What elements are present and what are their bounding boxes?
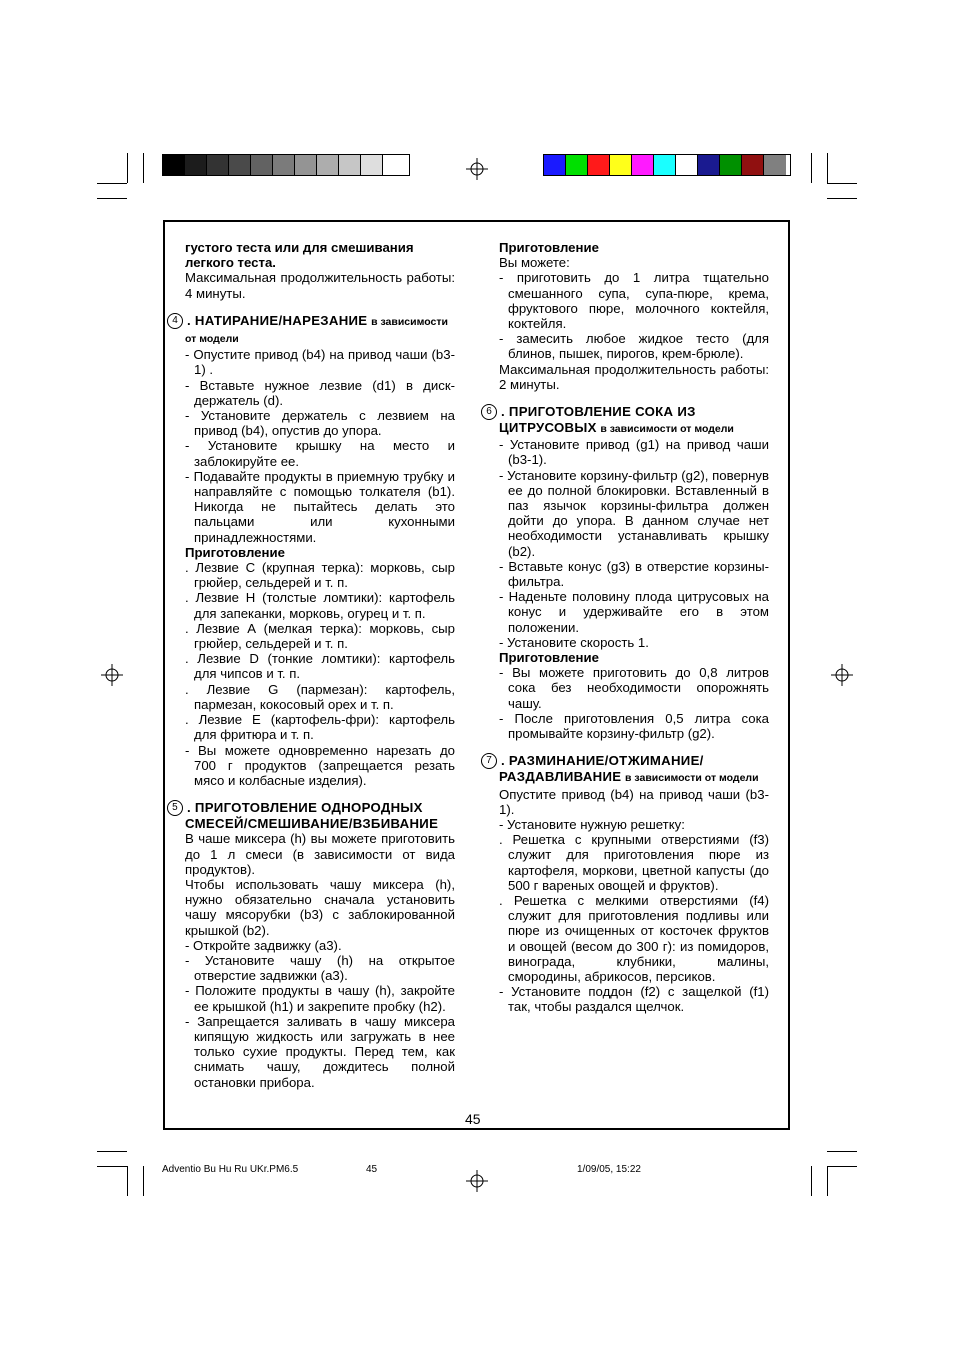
list-item: - Установите поддон (f2) с защелкой (f1) так, чтобы раздался щелчок. [499, 984, 769, 1015]
list-item: - Откройте задвижку (a3). [185, 937, 342, 953]
color-swatch [163, 155, 185, 175]
crop-mark [143, 1166, 144, 1196]
list-item: . Лезвие Н (толстые ломтики): картофель для запеканки, морковь, огурец и т. п. [185, 590, 455, 621]
intro-text: Максимальная продолжительность работы: 4 минуты. [185, 270, 455, 301]
footer-date: 1/09/05, 15:22 [577, 1164, 641, 1175]
list-item: - Положите продукты в чашу (h), закройте ее крышкой (h1) и закрепите пробку (h2). [185, 983, 455, 1014]
list-item: - Установите крышку на место и заблокируйте ее. [185, 438, 455, 469]
color-calibration-bar [543, 154, 791, 176]
list-item: - Запрещается заливать в чашу миксера кипящую жидкость или загружать в нее только сухие продукты. Перед тем, как снимать чашу, дождитесь полной остановки прибора. [185, 1013, 455, 1090]
crop-mark [827, 198, 857, 199]
color-swatch [654, 155, 676, 175]
color-swatch [185, 155, 207, 175]
list-item: - После приготовления 0,5 литра сока промывайте корзину-фильтр (g2). [499, 710, 769, 742]
list-item: - Установите держатель с лезвием на привод (b4), опустив до упора. [185, 408, 455, 439]
crop-mark [127, 1166, 128, 1196]
section-6-prep-list [499, 665, 769, 741]
list-item: - Установите корзину-фильтр (g2), повернув ее до полной блокировки. Вставленный в паз язычок корзины-фильтра должен дойти до упора. В данном случае нет необходимости устанавливать крышку (b2). [499, 467, 769, 559]
color-swatch [273, 155, 295, 175]
crop-mark [127, 153, 128, 183]
color-swatch [229, 155, 251, 175]
list-item: - приготовить до 1 литра тщательно смешанного супа, супа-пюре, крема, фруктового пюре, молочного коктейля, коктейля. [499, 270, 769, 332]
color-swatch [207, 155, 229, 175]
registration-mark-icon [466, 158, 488, 180]
crop-mark [811, 1166, 812, 1196]
crop-mark [827, 1166, 857, 1167]
footer-page: 45 [366, 1164, 378, 1175]
list-item: . Лезвие D (тонкие ломтики): картофель для чипсов и т. п. [185, 651, 455, 682]
crop-mark [97, 1166, 127, 1167]
color-swatch [720, 155, 742, 175]
list-item: . Решетка с мелкими отверстиями (f4) служит для приготовления подливы или пюре из очищенных от косточек фруктов и овощей (весом до 300 г): из помидоров, винограда, клубники, малины, смородины, абрикосов, персиков. [499, 892, 769, 984]
list-item: . Лезвие Е (картофель-фри): картофель для фритюра и т. п. [185, 712, 455, 743]
registration-mark-icon [831, 664, 853, 686]
crop-mark [811, 153, 812, 183]
list-item: - Установите скорость 1. [499, 634, 649, 650]
grayscale-color-bar [162, 154, 410, 176]
list-item: . Лезвие А (мелкая терка): морковь, сыр грюйер, сельдерей и т. п. [185, 620, 455, 652]
paragraph: В чаше миксера (h) вы можете приготовить до 1 л смеси (в зависимости от вида продуктов). [185, 831, 455, 877]
section-7-heading: 7 . РАЗМИНАНИЕ/ОТЖИМАНИЕ/ РАЗДАВЛИВАНИЕ в зависимости от модели [499, 753, 769, 786]
color-swatch [383, 155, 405, 175]
crop-mark [143, 153, 144, 183]
section-number-badge: 5 [167, 800, 183, 816]
paragraph: Опустите привод (b4) на привод чаши (b3-1). [499, 786, 769, 817]
section-6-heading: 6 . ПРИГОТОВЛЕНИЕ СОКА ИЗ ЦИТРУСОВЫХ в зависимости от модели [499, 404, 769, 437]
section-4-prep-list [185, 560, 455, 788]
color-swatch [610, 155, 632, 175]
crop-mark [97, 198, 127, 199]
color-swatch [339, 155, 361, 175]
color-swatch [742, 155, 764, 175]
list-item: - Вы можете одновременно нарезать до 700 г продуктов (запрещается резать мясо и колбасные изделия). [185, 742, 455, 788]
paragraph: Вы можете: [499, 255, 570, 271]
section-number-badge: 6 [481, 404, 497, 420]
list-item: - Вставьте конус (g3) в отверстие корзины-фильтра. [499, 558, 769, 590]
registration-mark-icon [466, 1170, 488, 1192]
section-number-badge: 4 [167, 313, 183, 329]
section-6-list [499, 437, 769, 650]
prep-heading: Приготовление [185, 544, 285, 560]
list-item: - Опустите привод (b4) на привод чаши (b3-1) . [185, 347, 455, 378]
list-item: - Установите нужную решетку: [499, 816, 685, 832]
list-item: - Установите чашу (h) на открытое отверстие задвижки (a3). [185, 952, 455, 984]
color-swatch [317, 155, 339, 175]
color-swatch [676, 155, 698, 175]
intro-bold: густого теста или для смешивания легкого теста. [185, 240, 414, 271]
section-5-list [185, 938, 455, 1090]
right-column [486, 240, 769, 1015]
list-item: . Решетка с крупными отверстиями (f3) служит для приготовления пюре из картофеля, моркови, цветной капусты (до 500 г вареных овощей и фруктов). [499, 832, 769, 893]
color-swatch [361, 155, 383, 175]
footer-file: Adventio Bu Hu Ru UKr.PM6.5 [162, 1164, 299, 1175]
list-item: - Наденьте половину плода цитрусовых на конус и удерживайте его в этом положении. [499, 589, 769, 635]
prep-heading: Приготовление [499, 650, 599, 666]
registration-mark-icon [101, 664, 123, 686]
crop-mark [97, 1151, 127, 1152]
color-swatch [632, 155, 654, 175]
color-swatch [566, 155, 588, 175]
list-item: . Лезвие С (крупная терка): морковь, сыр грюйер, сельдерей и т. п. [185, 560, 455, 591]
section-number-badge: 7 [481, 753, 497, 769]
list-item: - Подавайте продукты в приемную трубку и направляйте с помощью толкателя (b1). Никогда не пытайтесь делать это пальцами или кухонными принадлежностями. [185, 468, 455, 545]
list-item: - Установите привод (g1) на привод чаши (b3-1). [499, 437, 769, 468]
list-item: . Лезвие G (пармезан): картофель, пармезан, кокосовый орех и т. п. [185, 681, 455, 712]
paragraph: Чтобы использовать чашу миксера (h), нужно обязательно сначала установить чашу мясорубки (b3) с заблокированной крышкой (b2). [185, 876, 455, 938]
color-swatch [698, 155, 720, 175]
section-4-heading: 4 . НАТИРАНИЕ/НАРЕЗАНИЕ в зависимости от модели [185, 313, 455, 347]
crop-mark [827, 1166, 828, 1196]
section-4-list [185, 347, 455, 545]
section-5-heading: 5 . ПРИГОТОВЛЕНИЕ ОДНОРОДНЫХ СМЕСЕЙ/СМЕШИВАНИЕ/ВЗБИВАНИЕ [185, 800, 455, 831]
color-swatch [588, 155, 610, 175]
prep-heading: Приготовление [499, 240, 599, 255]
color-swatch [251, 155, 273, 175]
section-7-list [499, 817, 769, 1015]
color-swatch [544, 155, 566, 175]
crop-mark [827, 1151, 857, 1152]
crop-mark [827, 183, 857, 184]
crop-mark [827, 153, 828, 183]
crop-mark [97, 183, 127, 184]
page-number: 45 [465, 1111, 481, 1127]
color-swatch [295, 155, 317, 175]
color-swatch [764, 155, 786, 175]
left-column [172, 240, 455, 1090]
paragraph: Максимальная продолжительность работы: 2 минуты. [499, 361, 769, 392]
list-item: - Вы можете приготовить до 0,8 литров сока без необходимости опорожнять чашу. [499, 665, 769, 711]
list-item: - Вставьте нужное лезвие (d1) в диск-держатель (d). [185, 377, 455, 408]
list-item: - замесить любое жидкое тесто (для блинов, пышек, пирогов, крем-брюле). [499, 331, 769, 362]
